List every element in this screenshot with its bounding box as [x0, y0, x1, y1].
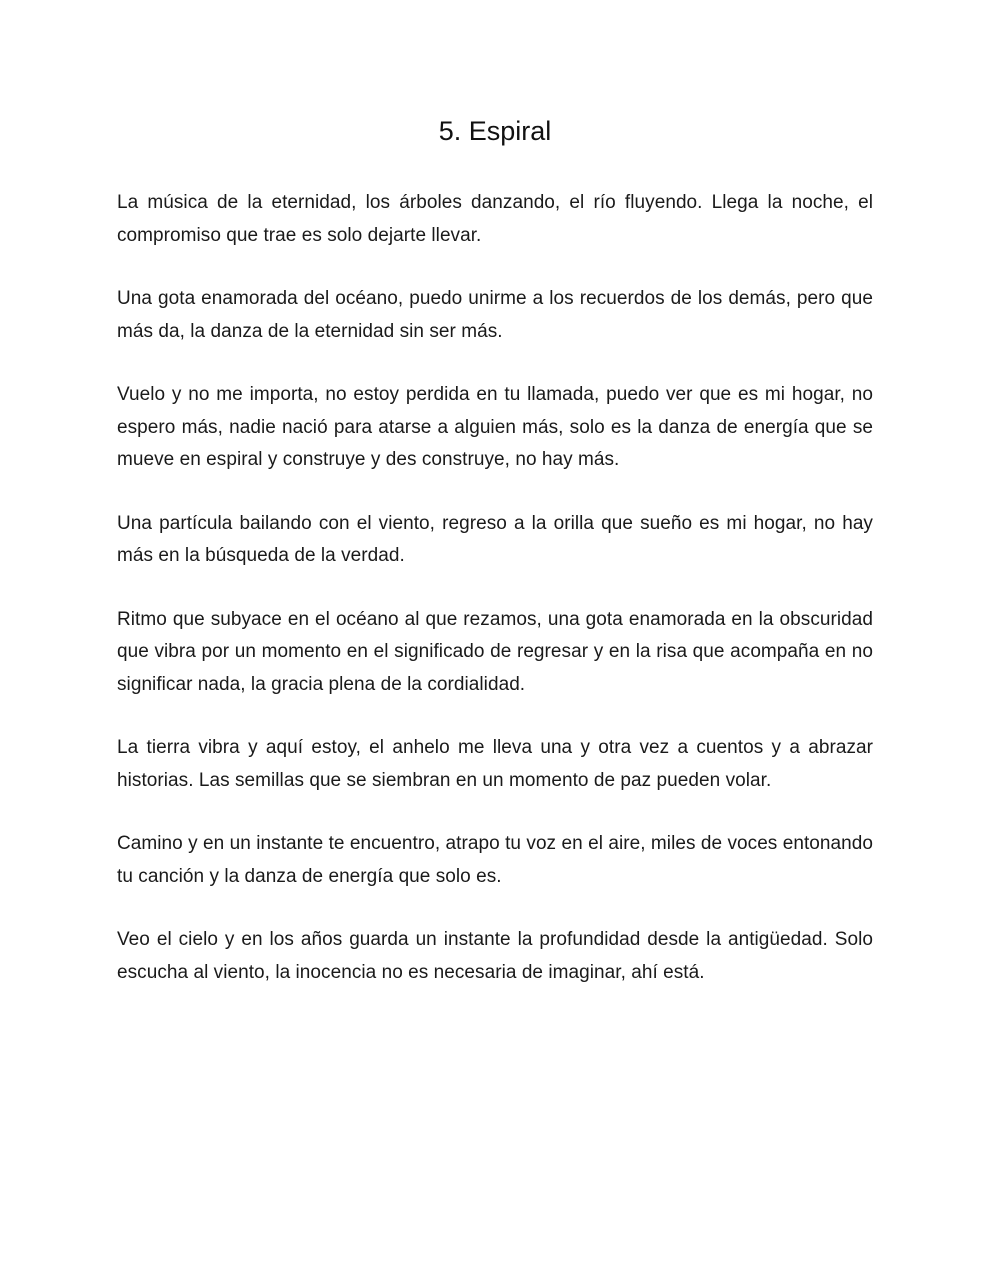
paragraph: Una partícula bailando con el viento, regreso a la orilla que sueño es mi hogar, no hay más en la búsqueda de la verdad. — [117, 512, 873, 566]
paragraph: La música de la eternidad, los árboles danzando, el río fluyendo. Llega la noche, el compromiso que trae es solo dejarte llevar. — [117, 192, 873, 246]
paragraph: La tierra vibra y aquí estoy, el anhelo me lleva una y otra vez a cuentos y a abrazar historias. Las semillas que se siembran en un momento de paz pueden volar. — [117, 737, 873, 791]
paragraph: Vuelo y no me importa, no estoy perdida en tu llamada, puedo ver que es mi hogar, no espero más, nadie nació para atarse a alguien más, solo es la danza de energía que se mueve en espiral y construye y des construye, no hay más. — [117, 384, 873, 470]
paragraph: Una gota enamorada del océano, puedo unirme a los recuerdos de los demás, pero que más da, la danza de la eternidad sin ser más. — [117, 288, 873, 342]
poem-body — [117, 187, 873, 1020]
paragraph: Camino y en un instante te encuentro, atrapo tu voz en el aire, miles de voces entonando tu canción y la danza de energía que solo es. — [117, 833, 873, 887]
paragraph: Ritmo que subyace en el océano al que rezamos, una gota enamorada en la obscuridad que vibra por un momento en el significado de regresar y en la risa que acompaña en no significar nada, la gracia plena de la cordialidad. — [117, 608, 873, 695]
page-title: 5. Espiral — [438, 116, 552, 146]
paragraph: Veo el cielo y en los años guarda un instante la profundidad desde la antigüedad. Solo escucha al viento, la inocencia no es necesaria de imaginar, ahí está. — [117, 929, 873, 983]
